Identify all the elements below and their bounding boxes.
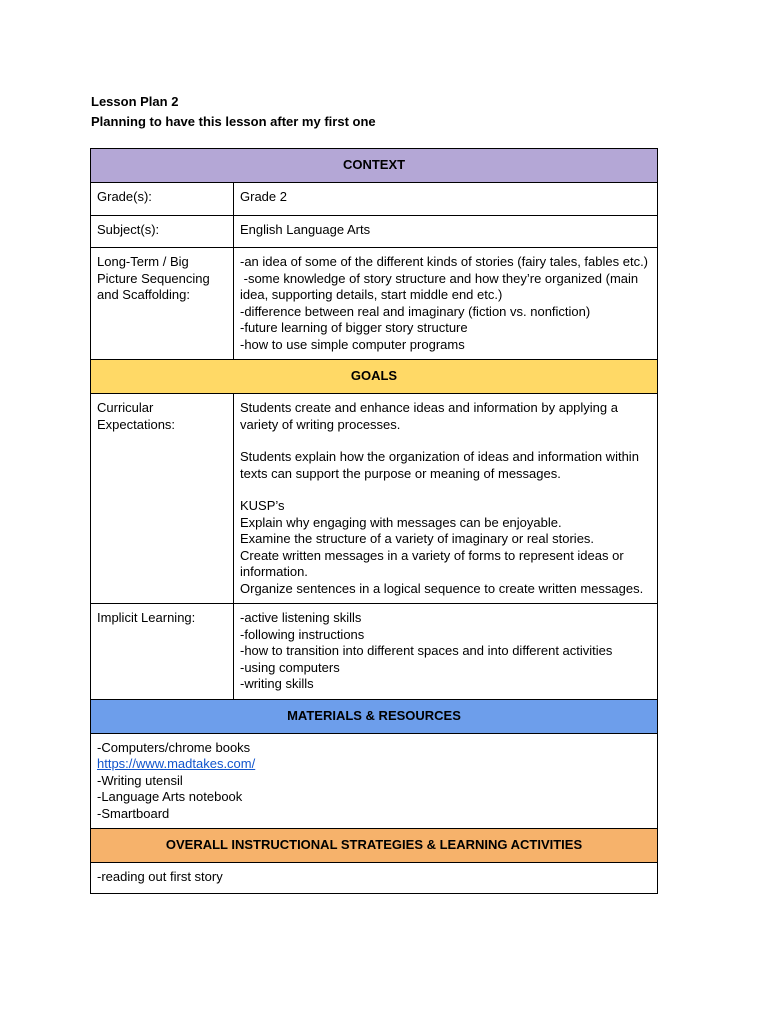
- curricular-value: [234, 394, 658, 604]
- grade-label: Grade(s):: [91, 183, 234, 216]
- strategies-heading: OVERALL INSTRUCTIONAL STRATEGIES & LEARNING ACTIVITIES: [91, 829, 658, 863]
- kusp-item: Explain why engaging with messages can be enjoyable.: [240, 514, 562, 530]
- materials-heading: MATERIALS & RESOURCES: [91, 699, 658, 733]
- curricular-paragraph: Students explain how the organization of ideas and information within texts can support the purpose or meaning of messages.: [240, 449, 639, 481]
- implicit-item: -active listening skills: [240, 610, 362, 625]
- materials-row: [91, 733, 658, 829]
- lesson-title: Lesson Plan 2: [91, 94, 179, 109]
- paragraph-gap: [240, 433, 651, 449]
- sequencing-item: -future learning of bigger story structure: [240, 320, 468, 335]
- implicit-item: -how to transition into different spaces and into different activities: [240, 643, 613, 658]
- strategies-value: -reading out first story: [91, 863, 658, 894]
- document-heading: [91, 92, 376, 132]
- materials-item: -Smartboard: [97, 805, 170, 821]
- goals-heading: GOALS: [91, 360, 658, 394]
- implicit-item: -following instructions: [240, 626, 365, 642]
- madtakes-link[interactable]: https://www.madtakes.com/: [97, 756, 256, 771]
- kusp-item: Create written messages in a variety of forms to represent ideas or information.: [240, 547, 624, 579]
- grade-value: Grade 2: [234, 183, 658, 216]
- sequencing-item: -difference between real and imaginary (fiction vs. nonfiction): [240, 303, 591, 319]
- kusp-item: Organize sentences in a logical sequence to create written messages.: [240, 580, 644, 596]
- implicit-value: [234, 604, 658, 700]
- materials-header-row: [91, 699, 658, 733]
- lesson-subtitle: Planning to have this lesson after my first one: [91, 114, 376, 129]
- curricular-paragraph: Students create and enhance ideas and information by applying a variety of writing processes.: [240, 400, 618, 432]
- implicit-label: Implicit Learning:: [91, 604, 234, 700]
- subject-label: Subject(s):: [91, 216, 234, 248]
- kusp-title: KUSP’s: [240, 498, 285, 513]
- implicit-item: -writing skills: [240, 676, 314, 691]
- lesson-plan-table: [90, 148, 658, 894]
- strategies-header-row: [91, 829, 658, 863]
- sequencing-item: -some knowledge of story structure and how they’re organized (main idea, supporting details, start middle end etc.): [240, 270, 642, 302]
- materials-item: -Language Arts notebook: [97, 789, 243, 804]
- materials-item: -Computers/chrome books: [97, 739, 251, 755]
- implicit-item: -using computers: [240, 659, 340, 675]
- grade-row: [91, 183, 658, 216]
- materials-value: [91, 733, 658, 829]
- kusp-item: Examine the structure of a variety of imaginary or real stories.: [240, 531, 595, 546]
- sequencing-label: Long-Term / Big Picture Sequencing and Scaffolding:: [91, 248, 234, 360]
- subject-row: [91, 216, 658, 248]
- context-header-row: [91, 149, 658, 183]
- context-heading: CONTEXT: [91, 149, 658, 183]
- materials-item: -Writing utensil: [97, 772, 183, 788]
- curricular-label: Curricular Expectations:: [91, 394, 234, 604]
- sequencing-value: [234, 248, 658, 360]
- implicit-row: [91, 604, 658, 700]
- sequencing-item: -an idea of some of the different kinds of stories (fairy tales, fables etc.): [240, 254, 649, 269]
- strategies-row: [91, 863, 658, 894]
- sequencing-row: [91, 248, 658, 360]
- paragraph-gap: [240, 482, 651, 498]
- sequencing-item: -how to use simple computer programs: [240, 336, 465, 352]
- subject-value: English Language Arts: [234, 216, 658, 248]
- goals-header-row: [91, 360, 658, 394]
- curricular-row: [91, 394, 658, 604]
